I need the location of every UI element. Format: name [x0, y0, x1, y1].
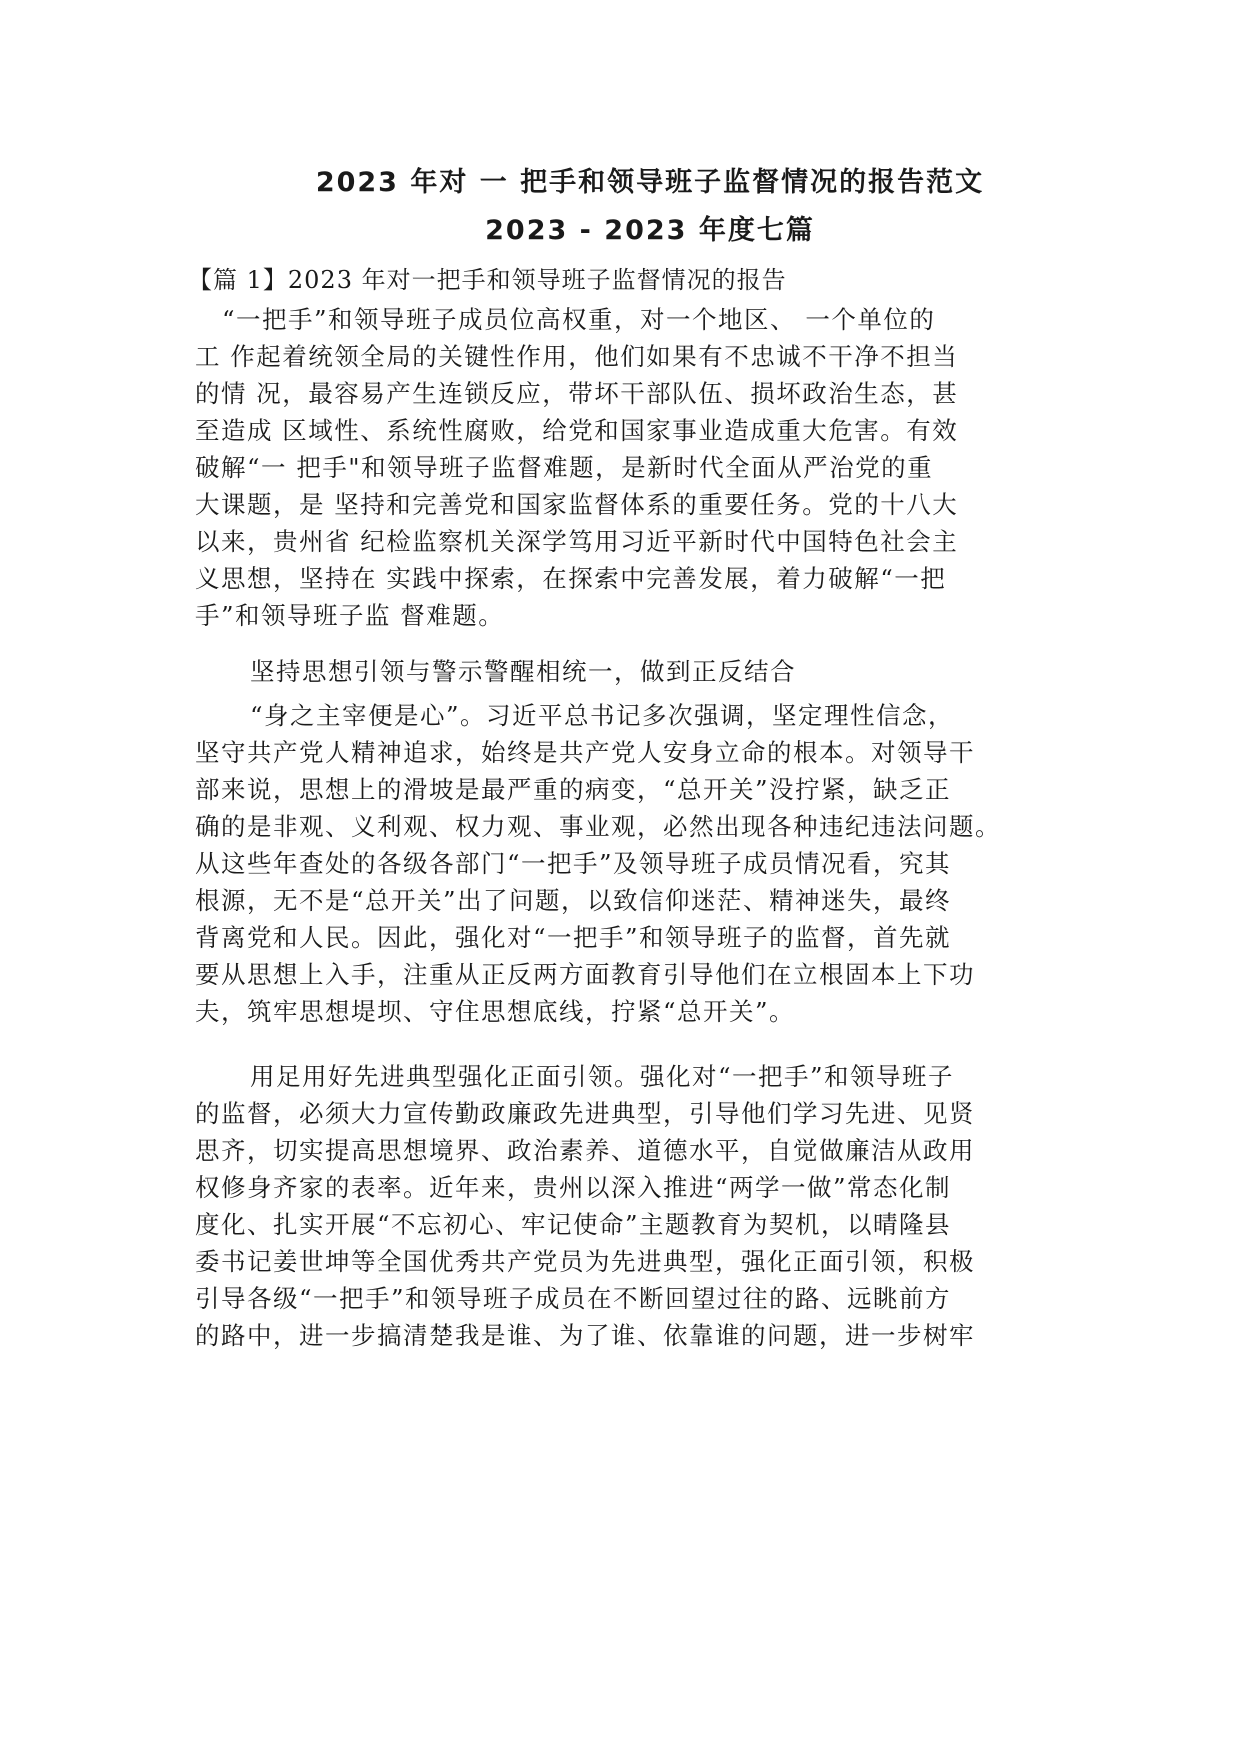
paragraph3-line: 思齐，切实提高思想境界、政治素养、道德水平，自觉做廉洁从政用 — [195, 1136, 975, 1165]
paragraph1-line: 以来，贵州省 纪检监察机关深学笃用习近平新时代中国特色社会主 — [195, 527, 959, 556]
paragraph1-line: 手”和领导班子监 督难题。 — [195, 601, 505, 630]
paragraph3-line: 用足用好先进典型强化正面引领。强化对“一把手”和领导班子 — [250, 1062, 955, 1091]
paragraph1-line: 破解“一 把手"和领导班子监督难题，是新时代全面从严治党的重 — [195, 453, 934, 482]
paragraph2-line: “身之主宰便是心”。习近平总书记多次强调，坚定理性信念， — [250, 701, 955, 730]
paragraph2-line: 坚守共产党人精神追求，始终是共产党人安身立命的根本。对领导干 — [195, 738, 975, 767]
document-title-line1: 2023 年对 一 把手和领导班子监督情况的报告范文 — [315, 167, 985, 198]
paragraph1-line: “一把手”和领导班子成员位高权重，对一个地区、 一个单位的 — [222, 305, 936, 334]
paragraph2-line: 要从思想上入手，注重从正反两方面教育引导他们在立根固本上下功 — [195, 960, 975, 989]
paragraph1-line: 工 作起着统领全局的关键性作用，他们如果有不忠诚不干净不担当 — [195, 342, 959, 371]
paragraph3-line: 的路中，进一步搞清楚我是谁、为了谁、依靠谁的问题，进一步树牢 — [195, 1321, 975, 1350]
document-title-line2: 2023 - 2023 年度七篇 — [485, 215, 815, 246]
paragraph3-line: 委书记姜世坤等全国优秀共产党员为先进典型，强化正面引领，积极 — [195, 1247, 975, 1276]
paragraph2-line: 确的是非观、义利观、权力观、事业观，必然出现各种违纪违法问题。 — [195, 812, 1001, 841]
paragraph2-line: 夫，筑牢思想堤坝、守住思想底线，拧紧“总开关”。 — [195, 997, 796, 1026]
paragraph1-line: 义思想，坚持在 实践中探索，在探索中完善发展，着力破解“一把 — [195, 564, 947, 593]
paragraph2-line: 根源，无不是“总开关”出了问题，以致信仰迷茫、精神迷失，最终 — [195, 886, 952, 915]
paragraph3-line: 引导各级“一把手”和领导班子成员在不断回望过往的路、远眺前方 — [195, 1284, 952, 1313]
section-heading: 【篇 1】2023 年对一把手和领导班子监督情况的报告 — [188, 266, 787, 294]
paragraph1-line: 的情 况，最容易产生连锁反应，带坏干部队伍、损坏政治生态，甚 — [195, 379, 959, 408]
paragraph1-line: 大课题，是 坚持和完善党和国家监督体系的重要任务。党的十八大 — [195, 490, 959, 519]
paragraph1-line: 至造成 区域性、系统性腐败，给党和国家事业造成重大危害。有效 — [195, 416, 959, 445]
paragraph2-line: 从这些年查处的各级各部门“一把手”及领导班子成员情况看，究其 — [195, 849, 952, 878]
paragraph2-line: 部来说，思想上的滑坡是最严重的病变，“总开关”没拧紧，缺乏正 — [195, 775, 952, 804]
paragraph3-line: 的监督，必须大力宣传勤政廉政先进典型，引导他们学习先进、见贤 — [195, 1099, 975, 1128]
paragraph3-line: 权修身齐家的表率。近年来，贵州以深入推进“两学一做”常态化制 — [195, 1173, 952, 1202]
paragraph2-line: 背离党和人民。因此，强化对“一把手”和领导班子的监督，首先就 — [195, 923, 952, 952]
subheading: 坚持思想引领与警示警醒相统一，做到正反结合 — [250, 657, 796, 686]
paragraph3-line: 度化、扎实开展“不忘初心、牢记使命”主题教育为契机，以晴隆县 — [195, 1210, 952, 1239]
